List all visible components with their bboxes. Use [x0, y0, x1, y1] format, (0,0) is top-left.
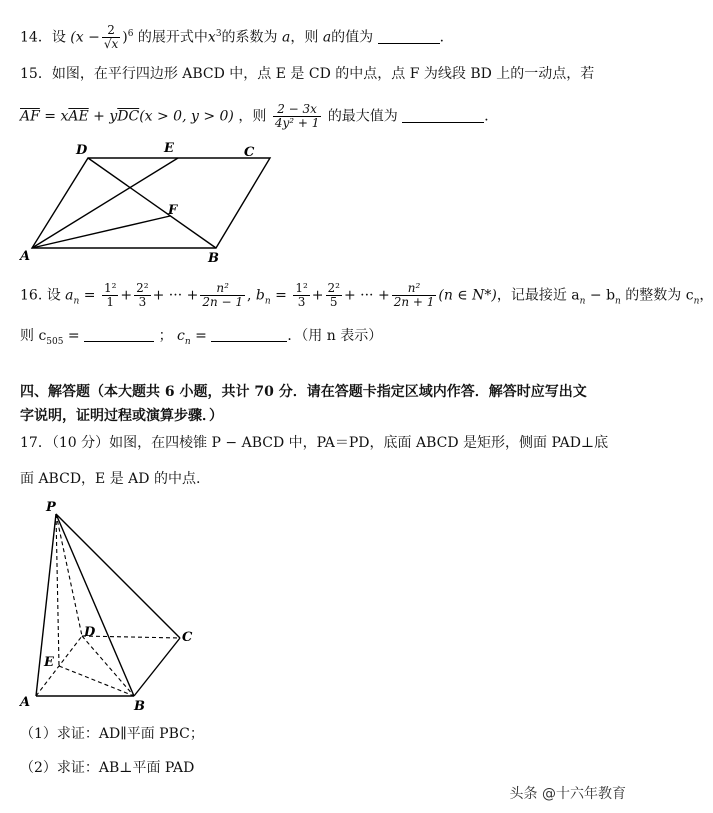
section-title-text2: 字说明，证明过程或演算步骤．）	[20, 408, 223, 424]
q14-a1: a	[282, 29, 291, 46]
q16-eq2: =	[275, 287, 287, 304]
q14-text-b: 的系数为	[221, 29, 278, 46]
q16-a: a	[65, 287, 74, 304]
q17-part2	[20, 758, 194, 778]
q14-expr-open: (x −	[70, 29, 100, 46]
q16-dots2: + ··· +	[343, 287, 390, 304]
q16-c505-sub: 505	[46, 336, 64, 347]
q16-b-sub: n	[264, 296, 271, 307]
q16-b-term2	[326, 282, 342, 309]
q16-semicolon: ；	[158, 328, 173, 344]
q16-b-termn	[392, 282, 437, 309]
question-14	[20, 24, 454, 51]
q15-plus-y: + y	[93, 108, 118, 125]
q16-cn-answer-blank[interactable]	[211, 341, 287, 342]
q17-pyramid-figure	[16, 498, 216, 714]
q16-t2-den: 3	[138, 295, 147, 309]
q14-x: x	[207, 29, 216, 46]
q16-tn-num: n²	[200, 282, 245, 296]
q15-eq: = x	[44, 108, 69, 125]
q15-vec-af: $\overline{AF}$	[20, 108, 40, 125]
q16-b-term1	[293, 282, 309, 309]
q17-label-c: C	[182, 630, 193, 645]
question-17-line2	[20, 469, 200, 489]
q17-part1	[20, 724, 204, 744]
q16-t1-den: 1	[106, 295, 115, 309]
q15-fraction	[273, 103, 322, 130]
q15-frac-den: 4y² + 1	[274, 116, 320, 130]
q16-tail-sub3: n	[693, 296, 700, 307]
q14-exponent: 6	[127, 29, 134, 39]
q17-label-d: D	[84, 625, 96, 640]
q17-label-a: A	[20, 695, 31, 710]
q15-label-b: B	[208, 251, 219, 266]
q16-sn-den: 2n + 1	[393, 295, 435, 309]
q15-parallelogram-figure	[18, 140, 268, 265]
q17-text2: 面 ABCD，E 是 AD 的中点.	[20, 471, 201, 487]
q15-label-e: E	[164, 141, 174, 156]
q16-eq3: =	[63, 328, 80, 344]
q15-vec-ae: $\overline{AE}$	[68, 108, 89, 125]
q15-then: ，则	[238, 108, 267, 125]
q14-x-exp: 3	[215, 29, 222, 39]
q14-text-d: 的值为	[331, 29, 374, 46]
q14-number: 14．设	[20, 29, 66, 46]
q15-frac-num: 2 − 3x	[273, 103, 322, 117]
q15-segment-af	[32, 216, 170, 248]
q14-text-a: 的展开式中	[137, 29, 208, 46]
q15-tail: 的最大值为	[327, 108, 398, 125]
q16-a-sub: n	[73, 296, 80, 307]
q15-label-f: F	[168, 203, 178, 218]
q16-then-c: 则 c	[20, 328, 47, 344]
q15-label-c: C	[244, 145, 255, 160]
q17-segment-db	[82, 636, 134, 696]
q16-b: b	[255, 287, 265, 304]
q14-end: ．	[439, 29, 454, 46]
q17-text1: 17．（10 分）如图，在四棱锥 P − ABCD 中，PA＝PD，底面 ABCD 是矩形，侧面 PAD⊥底	[20, 435, 609, 451]
q17-label-p: P	[46, 500, 56, 515]
q16-a-term2	[134, 282, 150, 309]
q16-tail-sub1: n	[579, 296, 586, 307]
q15-vec-dc: $\overline{DC}$	[117, 108, 140, 125]
q16-a-term1	[102, 282, 118, 309]
q17-segment-pe	[56, 514, 59, 666]
section-title-line2	[20, 406, 223, 426]
watermark: 头条 @十六年教育	[509, 786, 626, 802]
q15-label-d: D	[76, 143, 88, 158]
q16-sn-num: n²	[392, 282, 437, 296]
question-16-line1: 16. 设 $a_n$ = $\frac{\text{1²}}{1}$ + $\frac{\text{2²}}{3}$ + ··· + $\frac{\text{n²}}{2n - 1}$ , $b_n$ = $\frac{\text{1²}}{3}$ + $\frac{\text{2²}}{5}$ + ··· + $\frac{\text{n²}}{2n + 1}$ (n ∈ N*)，记最接近 $a_n - b_n$ 的整数为 $c_n$，	[20, 281, 713, 309]
q16-tail-mid: − b	[585, 287, 616, 304]
q17-edge-dc	[82, 636, 180, 638]
q14-expr-close: )	[122, 29, 128, 46]
q15-label-a: A	[20, 249, 31, 264]
q14-frac-num: 2	[102, 24, 120, 38]
q16-condition: (n ∈ N*)	[438, 287, 497, 304]
q14-a2: a	[322, 29, 332, 46]
q17-edge-pc	[56, 514, 180, 638]
q17-part1-text: （1）求证：AD∥平面 PBC；	[20, 726, 204, 742]
q15-diagonal-bd	[88, 158, 216, 248]
q16-cn: c	[177, 328, 185, 344]
q17-edge-bc	[134, 638, 180, 696]
q16-a-termn	[200, 282, 245, 309]
q14-text-c: ，则	[290, 29, 319, 46]
q17-edge-pd	[56, 514, 82, 636]
q16-dots1: + ··· +	[152, 287, 199, 304]
q16-s2-num: 2²	[327, 281, 340, 295]
q16-s2-den: 5	[329, 295, 338, 309]
q15-condition: (x > 0, y > 0)	[139, 108, 234, 125]
q16-t1-num: 1²	[103, 281, 117, 295]
q16-tail-sub2: n	[615, 296, 621, 307]
q17-part2-text: （2）求证：AB⊥平面 PAD	[20, 760, 195, 776]
q16-tn-den: 2n − 1	[202, 295, 244, 309]
q15-answer-blank[interactable]	[402, 122, 484, 123]
section-title-text1: 四、解答题（本大题共 6 小题，共计 70 分．请在答题卡指定区域内作答．解答时应写出文	[20, 384, 587, 400]
q16-eq4: =	[190, 328, 207, 344]
question-15-line2	[20, 103, 498, 130]
q14-fraction	[102, 24, 120, 51]
q16-s1-den: 3	[297, 295, 306, 309]
q16-s1-num: 1²	[295, 281, 308, 295]
q16-number: 16. 设	[20, 287, 61, 304]
q16-tail-comma: ，	[699, 287, 713, 304]
q16-hint: ．（用 n 表示）	[287, 328, 383, 344]
q16-tail-end: 的整数为 c	[620, 287, 694, 304]
section-title-line1	[20, 382, 587, 402]
q17-edge-pb	[56, 514, 134, 696]
q16-c505-answer-blank[interactable]	[84, 341, 154, 342]
question-15-line1	[20, 64, 594, 84]
q15-end: ．	[484, 108, 499, 125]
q17-label-e: E	[44, 655, 54, 670]
question-17-line1	[20, 433, 608, 453]
q14-frac-den: √x	[103, 37, 119, 52]
q15-text: 15．如图，在平行四边形 ABCD 中，点 E 是 CD 的中点，点 F 为线段 BD 上的一动点，若	[20, 66, 595, 82]
q16-t2-num: 2²	[136, 281, 149, 295]
q16-tail: ，记最接近 a	[496, 287, 580, 304]
q16-cn-sub: n	[184, 336, 191, 347]
q14-answer-blank[interactable]	[378, 43, 440, 44]
q17-label-b: B	[134, 699, 145, 714]
q15-segment-ae	[32, 158, 178, 248]
question-16-line2	[20, 326, 382, 352]
q16-eq1: =	[83, 287, 96, 304]
